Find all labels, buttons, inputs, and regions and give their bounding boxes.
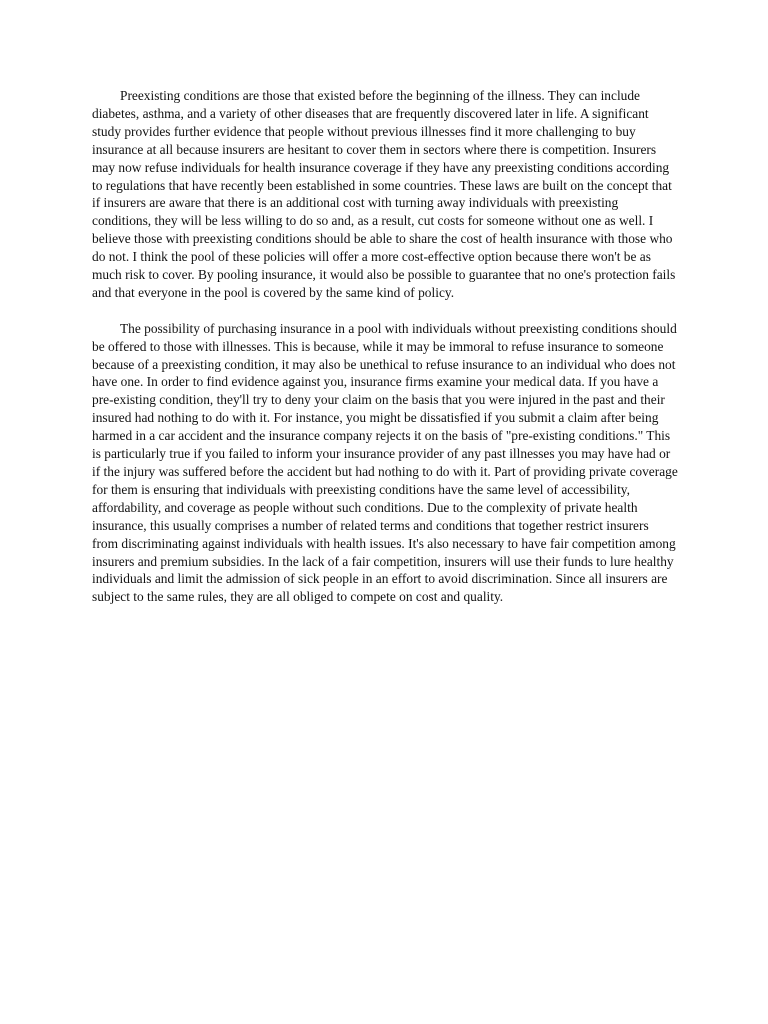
document-page (92, 87, 678, 606)
paragraph-1: Preexisting conditions are those that existed before the beginning of the illness. They can include diabetes, asthma, and a variety of other diseases that are frequently discovered later in life. A significant study provides further evidence that people without previous illnesses find it more challenging to buy insurance at all because insurers are hesitant to cover them in sectors where there is competition. Insurers may now refuse individuals for health insurance coverage if they have any preexisting conditions according to regulations that have recently been established in some countries. These laws are built on the concept that if insurers are aware that there is an additional cost with turning away individuals with preexisting conditions, they will be less willing to do so and, as a result, cut costs for someone without one as well. I believe those with preexisting conditions should be able to share the cost of health insurance with those who do not. I think the pool of these policies will offer a more cost-effective option because there won't be as much risk to cover. By pooling insurance, it would also be possible to guarantee that no one's protection fails and that everyone in the pool is covered by the same kind of policy. (92, 88, 676, 300)
paragraph-2: The possibility of purchasing insurance in a pool with individuals without preexisting conditions should be offered to those with illnesses. This is because, while it may be immoral to refuse insurance to someone because of a preexisting condition, it may also be unethical to refuse insurance to an individual who does not have one. In order to find evidence against you, insurance firms examine your medical data. If you have a pre-existing condition, they'll try to deny your claim on the basis that you were injured in the past and their insured had nothing to do with it. For instance, you might be dissatisfied if you submit a claim after being harmed in a car accident and the insurance company rejects it on the basis of "pre-existing conditions." This is particularly true if you failed to inform your insurance provider of any past illnesses you may have had or if the injury was suffered before the accident but had nothing to do with it. Part of providing private coverage for them is ensuring that individuals with preexisting conditions have the same level of accessibility, affordability, and coverage as people without such conditions. Due to the complexity of private health insurance, this usually comprises a number of related terms and conditions that together restrict insurers from discriminating against individuals with health issues. It's also necessary to have fair competition among insurers and premium subsidies. In the lack of a fair competition, insurers will use their funds to lure healthy individuals and limit the admission of sick people in an effort to avoid discrimination. Since all insurers are subject to the same rules, they are all obliged to compete on cost and quality. (92, 320, 678, 605)
